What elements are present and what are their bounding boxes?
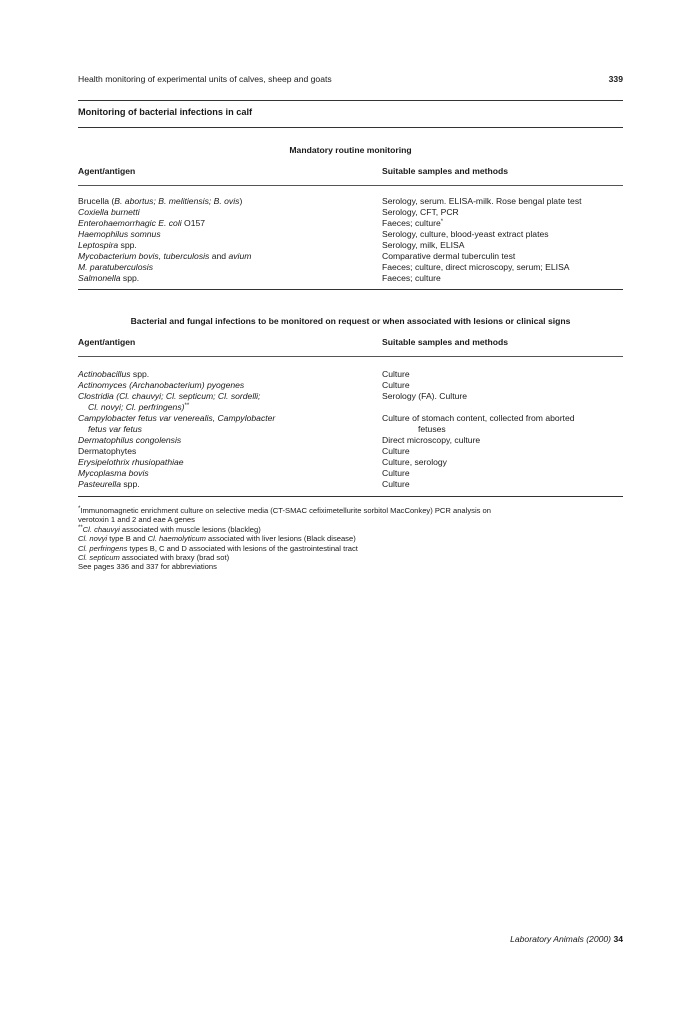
agent-cell: Erysipelothrix rhusiopathiae bbox=[78, 457, 184, 467]
methods-cell: Direct microscopy, culture bbox=[382, 435, 481, 445]
section2-table bbox=[78, 369, 623, 490]
methods-cell: Serology, serum. ELISA-milk. Rose bengal plate test bbox=[382, 196, 582, 206]
agent-cell: M. paratuberculosis bbox=[78, 262, 153, 272]
section2-column-headers bbox=[78, 337, 623, 348]
table-row bbox=[78, 435, 623, 446]
methods-cell: Serology, CFT, PCR bbox=[382, 207, 459, 217]
agent-cell: Brucella (B. abortus; B. melitiensis; B. ovis) bbox=[78, 196, 243, 206]
methods-cell: Culture, serology bbox=[382, 457, 447, 467]
footnote-2: **Cl. chauvyi associated with muscle lesions (blackleg) bbox=[78, 524, 261, 534]
methods-cell: Culture bbox=[382, 468, 410, 478]
methods-cell: Culture bbox=[382, 380, 410, 390]
rule-top bbox=[78, 100, 623, 101]
agent-cell: Mycobacterium bovis, tuberculosis and avium bbox=[78, 251, 252, 261]
agent-cell: Haemophilus somnus bbox=[78, 229, 161, 239]
running-title: Health monitoring of experimental units of calves, sheep and goats bbox=[78, 74, 332, 84]
methods-cell: Faeces; culture, direct microscopy, serum; ELISA bbox=[382, 262, 570, 272]
methods-cell: Serology, milk, ELISA bbox=[382, 240, 465, 250]
page-number: 339 bbox=[608, 74, 623, 84]
agent-cell: Actinobacillus spp. bbox=[78, 369, 150, 379]
table-row bbox=[78, 457, 623, 468]
methods-cell: Culture of stomach content, collected from aborted fetuses bbox=[382, 413, 575, 434]
agent-cell: Campylobacter fetus var venerealis, Campylobacter fetus var fetus bbox=[78, 413, 276, 434]
table-row bbox=[78, 446, 623, 457]
section1-column-headers bbox=[78, 166, 623, 177]
methods-cell: Faeces; culture* bbox=[382, 218, 444, 228]
table-row bbox=[78, 229, 623, 240]
agent-cell: Leptospira spp. bbox=[78, 240, 137, 250]
footnotes bbox=[78, 506, 623, 572]
methods-cell: Culture bbox=[382, 479, 410, 489]
agent-cell: Pasteurella spp. bbox=[78, 479, 140, 489]
methods-cell: Culture bbox=[382, 369, 410, 379]
page-content bbox=[78, 74, 623, 572]
table-row bbox=[78, 380, 623, 391]
table-row bbox=[78, 479, 623, 490]
methods-cell: Serology, culture, blood-yeast extract plates bbox=[382, 229, 549, 239]
methods-cell: Serology (FA). Culture bbox=[382, 391, 468, 401]
footnote-1: *Immunomagnetic enrichment culture on selective media (CT-SMAC cefiximetellurite sorbitol MacConkey) PCR analysis on bbox=[78, 506, 491, 515]
agent-cell: Coxiella burnetti bbox=[78, 207, 140, 217]
footnote-5: Cl. septicum associated with braxy (brad sot) bbox=[78, 553, 230, 563]
agent-cell: Dermatophilus congolensis bbox=[78, 435, 182, 445]
col-header-methods: Suitable samples and methods bbox=[382, 166, 509, 176]
footnote-1-cont: verotoxin 1 and 2 and eae A genes bbox=[78, 515, 195, 525]
agent-cell: Salmonella spp. bbox=[78, 273, 140, 283]
section1-table bbox=[78, 196, 623, 284]
agent-cell: Mycoplasma bovis bbox=[78, 468, 149, 478]
col-header-agent: Agent/antigen bbox=[78, 166, 136, 176]
section2-title: Bacterial and fungal infections to be monitored on request or when associated with lesions or clinical signs bbox=[130, 316, 571, 326]
agent-cell: Dermatophytes bbox=[78, 446, 137, 456]
table-row bbox=[78, 273, 623, 284]
page-footer bbox=[78, 934, 623, 945]
table-row bbox=[78, 218, 623, 229]
table-row bbox=[78, 391, 623, 413]
table-row bbox=[78, 413, 623, 435]
footnote-3: Cl. novyi type B and Cl. haemolyticum associated with liver lesions (Black disease) bbox=[78, 534, 356, 544]
journal-name: Laboratory Animals bbox=[510, 934, 584, 944]
running-head bbox=[78, 74, 623, 88]
section1-title: Mandatory routine monitoring bbox=[289, 145, 412, 155]
footnote-4: Cl. perfringens types B, C and D associated with lesions of the gastrointestinal tract bbox=[78, 543, 358, 553]
table-row bbox=[78, 251, 623, 262]
methods-cell: Faeces; culture bbox=[382, 273, 441, 283]
agent-cell: Actinomyces (Archanobacterium) pyogenes bbox=[78, 380, 245, 390]
col-header-agent: Agent/antigen bbox=[78, 337, 136, 347]
journal-year: (2000) bbox=[583, 934, 614, 944]
table-row bbox=[78, 468, 623, 479]
col-header-methods: Suitable samples and methods bbox=[382, 337, 509, 347]
table-row bbox=[78, 262, 623, 273]
table-row bbox=[78, 240, 623, 251]
table-row bbox=[78, 196, 623, 207]
agent-cell: Clostridia (Cl. chauvyi; Cl. septicum; Cl. sordelli; Cl. novyi; Cl. perfringens)** bbox=[78, 391, 261, 412]
methods-cell: Culture bbox=[382, 446, 410, 456]
table-row bbox=[78, 207, 623, 218]
table-row bbox=[78, 369, 623, 380]
main-title: Monitoring of bacterial infections in calf bbox=[78, 107, 253, 117]
methods-cell: Comparative dermal tuberculin test bbox=[382, 251, 516, 261]
agent-cell: Enterohaemorrhagic E. coli O157 bbox=[78, 218, 206, 228]
journal-volume: 34 bbox=[613, 934, 623, 944]
footnote-6: See pages 336 and 337 for abbreviations bbox=[78, 562, 217, 572]
